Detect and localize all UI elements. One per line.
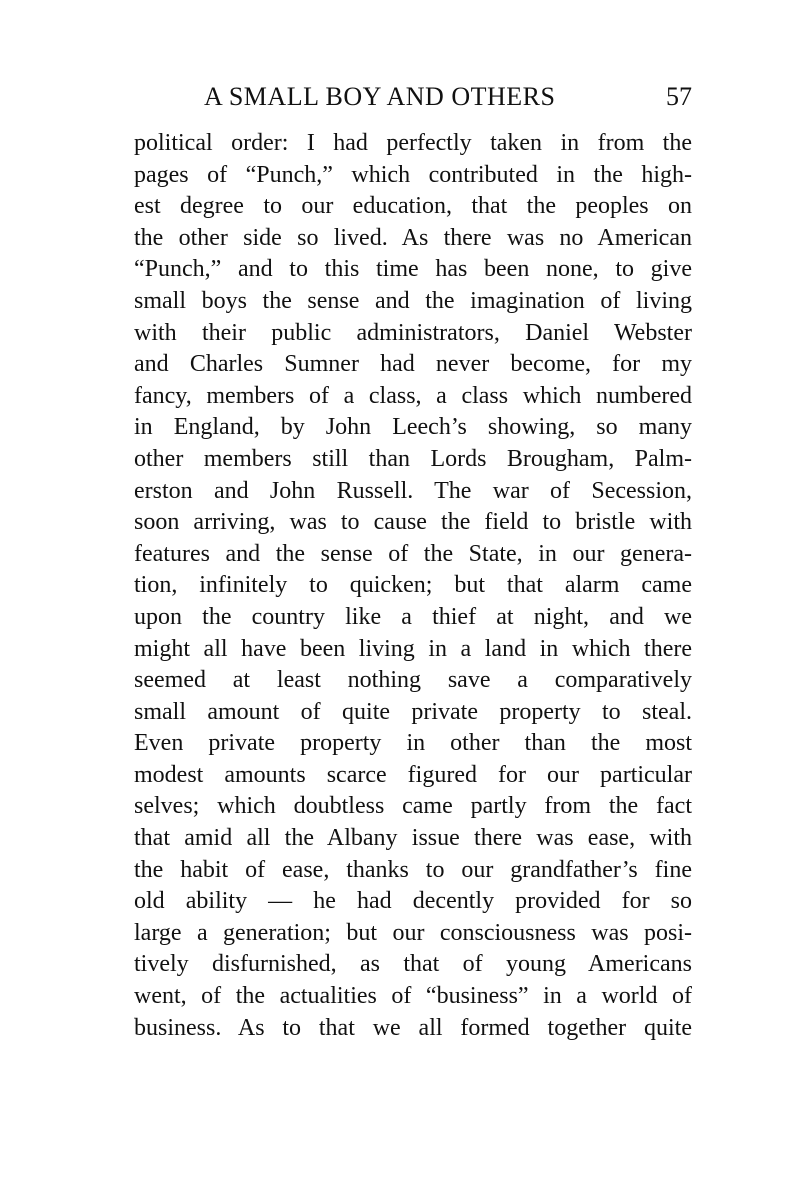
text-line: seemed at least nothing save a comparatively — [134, 667, 692, 694]
text-line: erston and John Russell. The war of Secession, — [134, 477, 692, 504]
text-line: went, of the actualities of “business” in a world of — [134, 983, 692, 1010]
text-line: political order: I had perfectly taken in from the — [134, 130, 692, 156]
text-line: upon the country like a thief at night, and we — [134, 603, 692, 630]
text-line: other members still than Lords Brougham, Palm- — [134, 445, 692, 472]
text-line: Even private property in other than the most — [134, 730, 692, 757]
text-line: pages of “Punch,” which contributed in the high- — [134, 161, 692, 188]
text-line: old ability — he had decently provided for so — [134, 888, 692, 915]
text-line: in England, by John Leech’s showing, so many — [134, 414, 692, 441]
text-line: large a generation; but our consciousness was posi- — [134, 919, 692, 946]
text-line: small amount of quite private property to steal. — [134, 698, 692, 725]
text-line: features and the sense of the State, in our genera- — [134, 540, 692, 567]
running-title: A SMALL BOY AND OTHERS — [204, 82, 556, 111]
text-line: small boys the sense and the imagination of living — [134, 287, 692, 314]
text-line: with their public administrators, Daniel Webster — [134, 319, 692, 346]
text-line: tively disfurnished, as that of young Americans — [134, 951, 692, 978]
body-text — [134, 128, 692, 1044]
text-line: tion, infinitely to quicken; but that alarm came — [134, 572, 692, 599]
text-line: est degree to our education, that the peoples on — [134, 193, 692, 220]
text-line: business. As to that we all formed together quite — [134, 1014, 692, 1041]
text-line: that amid all the Albany issue there was ease, with — [134, 825, 692, 852]
text-line: the habit of ease, thanks to our grandfather’s fine — [134, 856, 692, 883]
text-line: fancy, members of a class, a class which numbered — [134, 382, 692, 409]
text-line: soon arriving, was to cause the field to bristle with — [134, 509, 692, 536]
text-line: might all have been living in a land in which there — [134, 635, 692, 662]
text-line: modest amounts scarce figured for our particular — [134, 761, 692, 788]
text-line: selves; which doubtless came partly from the fact — [134, 793, 692, 820]
text-line: and Charles Sumner had never become, for my — [134, 351, 692, 378]
text-line: “Punch,” and to this time has been none, to give — [134, 256, 692, 283]
running-head — [134, 80, 692, 114]
page-number: 57 — [666, 82, 692, 111]
text-line: the other side so lived. As there was no American — [134, 224, 692, 251]
